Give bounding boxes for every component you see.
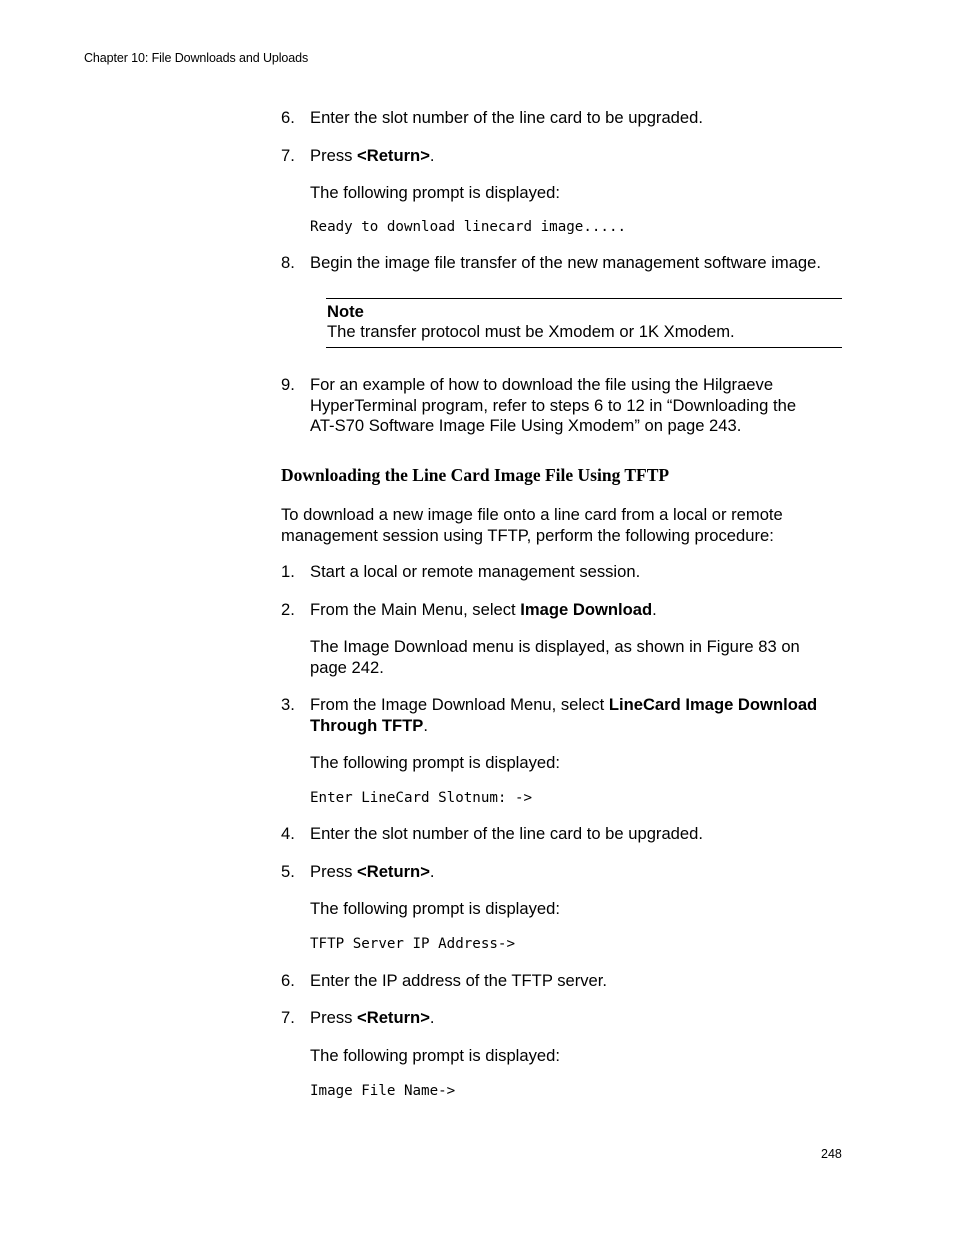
- step-text: Press <Return>.: [310, 1008, 435, 1027]
- prompt-code: Enter LineCard Slotnum: ->: [310, 790, 533, 806]
- step-number: 8.: [281, 253, 295, 272]
- step-number: 6.: [281, 108, 295, 127]
- step-text: HyperTerminal program, refer to steps 6 to 12 in “Downloading the: [310, 395, 797, 415]
- step-text: Press <Return>.: [310, 862, 435, 881]
- step-text: Enter the slot number of the line card to be upgraded.: [310, 108, 703, 127]
- step-number: 7.: [281, 146, 295, 165]
- intro-paragraph: To download a new image file onto a line card from a local or remote: [281, 505, 783, 524]
- section-heading: Downloading the Line Card Image File Using TFTP: [281, 465, 670, 485]
- return-key-label: <Return>: [357, 146, 430, 165]
- prompt-code: TFTP Server IP Address->: [310, 936, 515, 952]
- step-sub-text: The Image Download menu is displayed, as shown in Figure 83 on: [310, 637, 800, 656]
- return-key-label: <Return>: [357, 1008, 430, 1027]
- step-number: 5.: [281, 862, 295, 881]
- step-text: Start a local or remote management session.: [310, 562, 641, 581]
- step-text: Through TFTP.: [310, 715, 428, 735]
- note-box: [326, 298, 842, 348]
- step-text: Enter the IP address of the TFTP server.: [310, 971, 607, 990]
- step-text: Begin the image file transfer of the new management software image.: [310, 253, 821, 272]
- menu-item-label: LineCard Image Download: [608, 695, 818, 714]
- step-text: AT-S70 Software Image File Using Xmodem” on page 243.: [310, 416, 742, 435]
- return-key-label: <Return>: [357, 862, 430, 881]
- step-text: Enter the slot number of the line card to be upgraded.: [310, 824, 703, 843]
- prompt-intro: The following prompt is displayed:: [310, 753, 560, 772]
- step-text: Press <Return>.: [310, 146, 435, 165]
- step-number: 4.: [281, 824, 295, 843]
- step-number: 9.: [281, 375, 295, 394]
- prompt-code: Ready to download linecard image.....: [310, 219, 627, 235]
- step-text: From the Main Menu, select Image Download.: [310, 600, 657, 619]
- step-number: 7.: [281, 1008, 295, 1027]
- menu-item-label: Through TFTP: [310, 715, 424, 735]
- note-body: The transfer protocol must be Xmodem or 1K Xmodem.: [327, 322, 735, 341]
- step-text: For an example of how to download the file using the Hilgraeve: [310, 375, 774, 394]
- step-number: 6.: [281, 971, 295, 990]
- prompt-code: Image File Name->: [310, 1083, 456, 1099]
- step-number: 2.: [281, 600, 295, 619]
- step-sub-text: page 242.: [310, 657, 384, 677]
- prompt-intro: The following prompt is displayed:: [310, 1046, 560, 1065]
- running-header: Chapter 10: File Downloads and Uploads: [84, 51, 309, 65]
- intro-paragraph: management session using TFTP, perform the following procedure:: [281, 525, 774, 545]
- page-number: 248: [821, 1147, 842, 1161]
- prompt-intro: The following prompt is displayed:: [310, 183, 560, 202]
- step-number: 1.: [281, 562, 295, 581]
- prompt-intro: The following prompt is displayed:: [310, 899, 560, 918]
- step-number: 3.: [281, 695, 295, 714]
- menu-item-label: Image Download: [520, 600, 653, 619]
- note-title: Note: [327, 302, 364, 321]
- step-text: From the Image Download Menu, select LineCard Image Download: [310, 695, 818, 714]
